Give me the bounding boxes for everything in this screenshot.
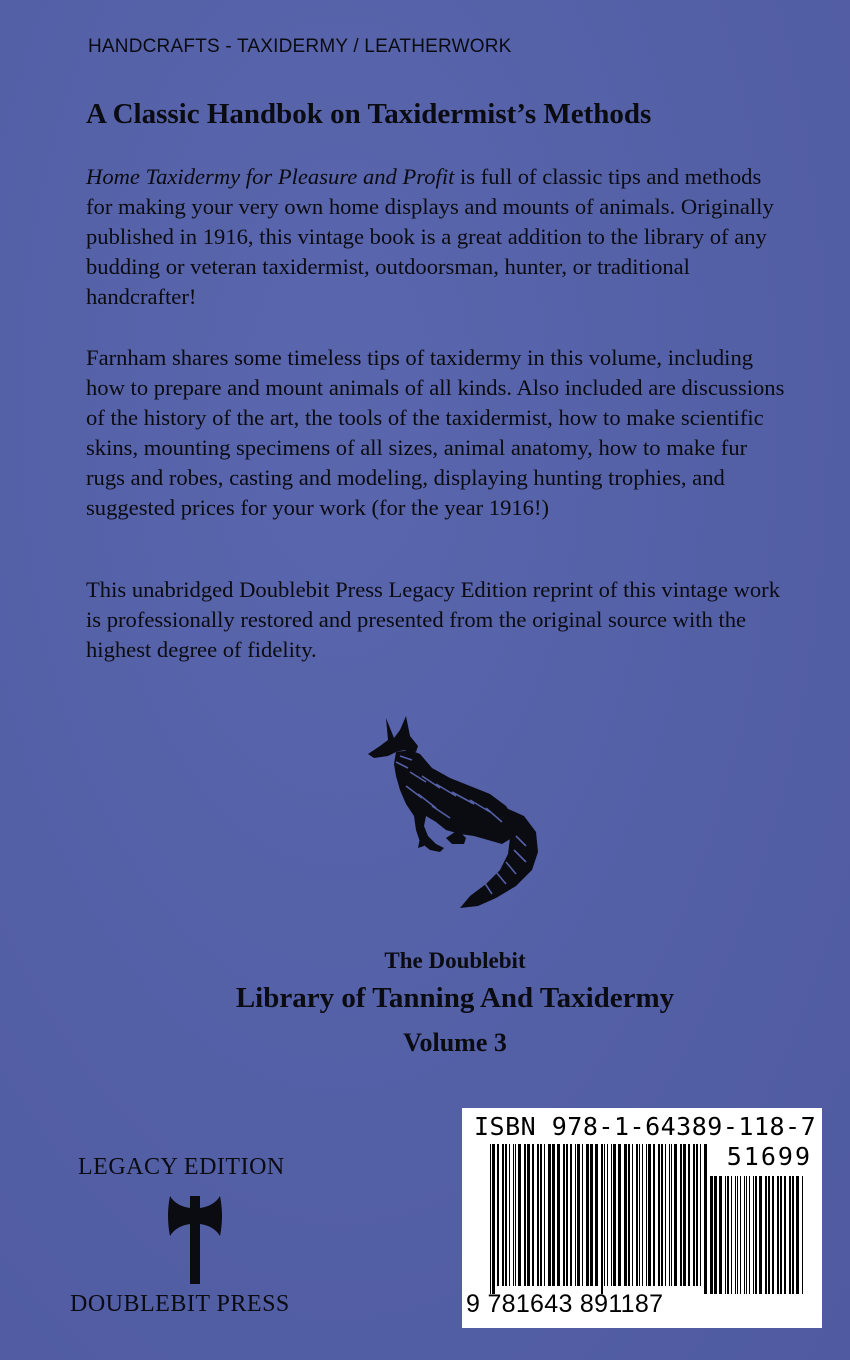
barcode-bar bbox=[537, 1144, 539, 1286]
isbn-label: ISBN 978-1-64389-118-7 bbox=[474, 1112, 817, 1141]
legacy-edition-label: LEGACY EDITION bbox=[78, 1154, 285, 1180]
barcode-bar bbox=[492, 1144, 495, 1294]
barcode-bar bbox=[527, 1144, 530, 1286]
barcode-bar bbox=[719, 1176, 722, 1294]
barcode-bar bbox=[674, 1144, 677, 1286]
barcode-bar bbox=[590, 1144, 593, 1286]
barcode-bar bbox=[714, 1176, 717, 1294]
barcode-bar bbox=[737, 1176, 738, 1294]
barcode-bar bbox=[796, 1176, 799, 1294]
barcode-bar bbox=[646, 1144, 647, 1286]
barcode-bar bbox=[710, 1176, 713, 1294]
barcode-bar bbox=[727, 1176, 729, 1294]
barcode-bar bbox=[749, 1176, 750, 1294]
barcode-bar bbox=[802, 1176, 803, 1294]
ean-digits: 9 781643 891187 bbox=[466, 1290, 664, 1318]
barcode-bar bbox=[613, 1144, 616, 1286]
description-paragraph-2: Farnham shares some timeless tips of taxidermy in this volume, including how to prepare and mount animals of all kinds. Also included are discussions of the history of the art, the tools of the taxidermist, how to make scientific skins, mounting specimens of all sizes, animal anatomy, how to make fur rugs and robes, casting and modeling, displaying hunting trophies, and suggested prices for your work (for the year 1916!) bbox=[86, 345, 785, 520]
barcode-bar bbox=[570, 1144, 572, 1286]
barcode-bar bbox=[540, 1144, 542, 1286]
barcode-bar bbox=[566, 1144, 568, 1286]
barcode-bar bbox=[693, 1144, 695, 1286]
price-addon-code: 51699 bbox=[726, 1142, 812, 1171]
barcode-bar bbox=[532, 1144, 534, 1286]
barcode-bar bbox=[759, 1176, 762, 1294]
barcode-bar bbox=[725, 1176, 726, 1294]
barcode-bar bbox=[636, 1144, 638, 1286]
barcode-bar bbox=[502, 1144, 504, 1286]
barcode-bar bbox=[632, 1144, 633, 1286]
barcode-bar bbox=[618, 1144, 621, 1286]
barcode-bar bbox=[624, 1144, 627, 1286]
barcode-bar bbox=[509, 1144, 510, 1286]
barcode-bar bbox=[765, 1176, 767, 1294]
barcode-bar bbox=[792, 1176, 794, 1294]
barcode-bar bbox=[611, 1144, 612, 1286]
barcode-bars bbox=[490, 1144, 708, 1294]
barcode-bar bbox=[548, 1144, 551, 1286]
barcode-bar bbox=[772, 1176, 774, 1294]
barcode-bar bbox=[513, 1144, 514, 1286]
description-paragraph-1-text: is full of classic tips and methods for making your very own home displays and mounts of animals. Originally published in 1916, this vintage book is a great addition to the library of any budding or veteran taxidermist, outdoorsman, hunter, or traditional handcrafter! bbox=[86, 164, 774, 309]
barcode-bar bbox=[780, 1176, 782, 1294]
barcode-bar bbox=[557, 1144, 560, 1286]
barcode-bar bbox=[490, 1144, 491, 1294]
barcode-bar bbox=[518, 1144, 521, 1286]
barcode-bar bbox=[586, 1144, 589, 1286]
barcode-bar bbox=[661, 1144, 663, 1286]
barcode-bar bbox=[607, 1144, 608, 1286]
barcode-bar bbox=[753, 1176, 754, 1294]
headline: A Classic Handbok on Taxidermist’s Methods bbox=[86, 98, 652, 130]
barcode-bar bbox=[688, 1144, 690, 1286]
barcode-bar bbox=[552, 1144, 555, 1286]
barcode-bar bbox=[595, 1144, 598, 1286]
double-axe-icon bbox=[168, 1192, 222, 1284]
category-line: HANDCRAFTS - TAXIDERMY / LEATHERWORK bbox=[88, 36, 512, 57]
book-title-italic: Home Taxidermy for Pleasure and Profit bbox=[86, 164, 455, 189]
addon-barcode-bars bbox=[710, 1176, 806, 1294]
barcode-bar bbox=[740, 1176, 741, 1294]
barcode-bar bbox=[604, 1144, 605, 1286]
description-paragraph-1 bbox=[86, 162, 786, 312]
series-volume: Volume 3 bbox=[403, 1028, 507, 1057]
barcode-bar bbox=[680, 1144, 682, 1286]
barcode-bar bbox=[735, 1176, 736, 1294]
barcode-bar bbox=[577, 1144, 580, 1286]
barcode-bar bbox=[755, 1176, 757, 1294]
barcode-bar bbox=[628, 1144, 630, 1286]
barcode-bar bbox=[777, 1176, 779, 1294]
barcode-bar bbox=[563, 1144, 565, 1286]
barcode-bar bbox=[746, 1176, 747, 1294]
barcode-bar bbox=[653, 1144, 655, 1286]
series-prefix: The Doublebit bbox=[384, 948, 526, 973]
barcode-bar bbox=[648, 1144, 651, 1286]
barcode-bar bbox=[497, 1144, 499, 1286]
barcode-bar bbox=[683, 1144, 686, 1286]
barcode-bar bbox=[669, 1144, 670, 1286]
publisher-name: DOUBLEBIT PRESS bbox=[70, 1291, 290, 1317]
series-title: Library of Tanning And Taxidermy bbox=[235, 982, 675, 1014]
barcode-bar bbox=[575, 1144, 576, 1286]
barcode-bar bbox=[524, 1144, 526, 1286]
barcode-bar bbox=[639, 1144, 640, 1286]
barcode-bar bbox=[768, 1176, 770, 1294]
barcode-bar bbox=[515, 1144, 516, 1286]
barcode-bar bbox=[744, 1176, 745, 1294]
barcode-bar bbox=[789, 1176, 791, 1294]
isbn-barcode bbox=[462, 1108, 822, 1328]
barcode-bar bbox=[704, 1144, 707, 1294]
barcode-bar bbox=[544, 1144, 545, 1286]
fox-icon bbox=[366, 712, 542, 908]
barcode-bar bbox=[731, 1176, 732, 1294]
barcode-bar bbox=[642, 1144, 643, 1286]
barcode-bar bbox=[582, 1144, 583, 1286]
barcode-bar bbox=[601, 1144, 603, 1294]
barcode-bar bbox=[665, 1144, 666, 1286]
barcode-bar bbox=[700, 1144, 701, 1286]
barcode-bar bbox=[696, 1144, 698, 1286]
barcode-bar bbox=[505, 1144, 507, 1286]
barcode-bar bbox=[658, 1144, 660, 1286]
barcode-bar bbox=[784, 1176, 786, 1294]
barcode-bar bbox=[671, 1144, 672, 1286]
description-paragraph-3: This unabridged Doublebit Press Legacy Edition reprint of this vintage work is professionally restored and presented from the original source with the highest degree of fidelity. bbox=[86, 577, 780, 662]
